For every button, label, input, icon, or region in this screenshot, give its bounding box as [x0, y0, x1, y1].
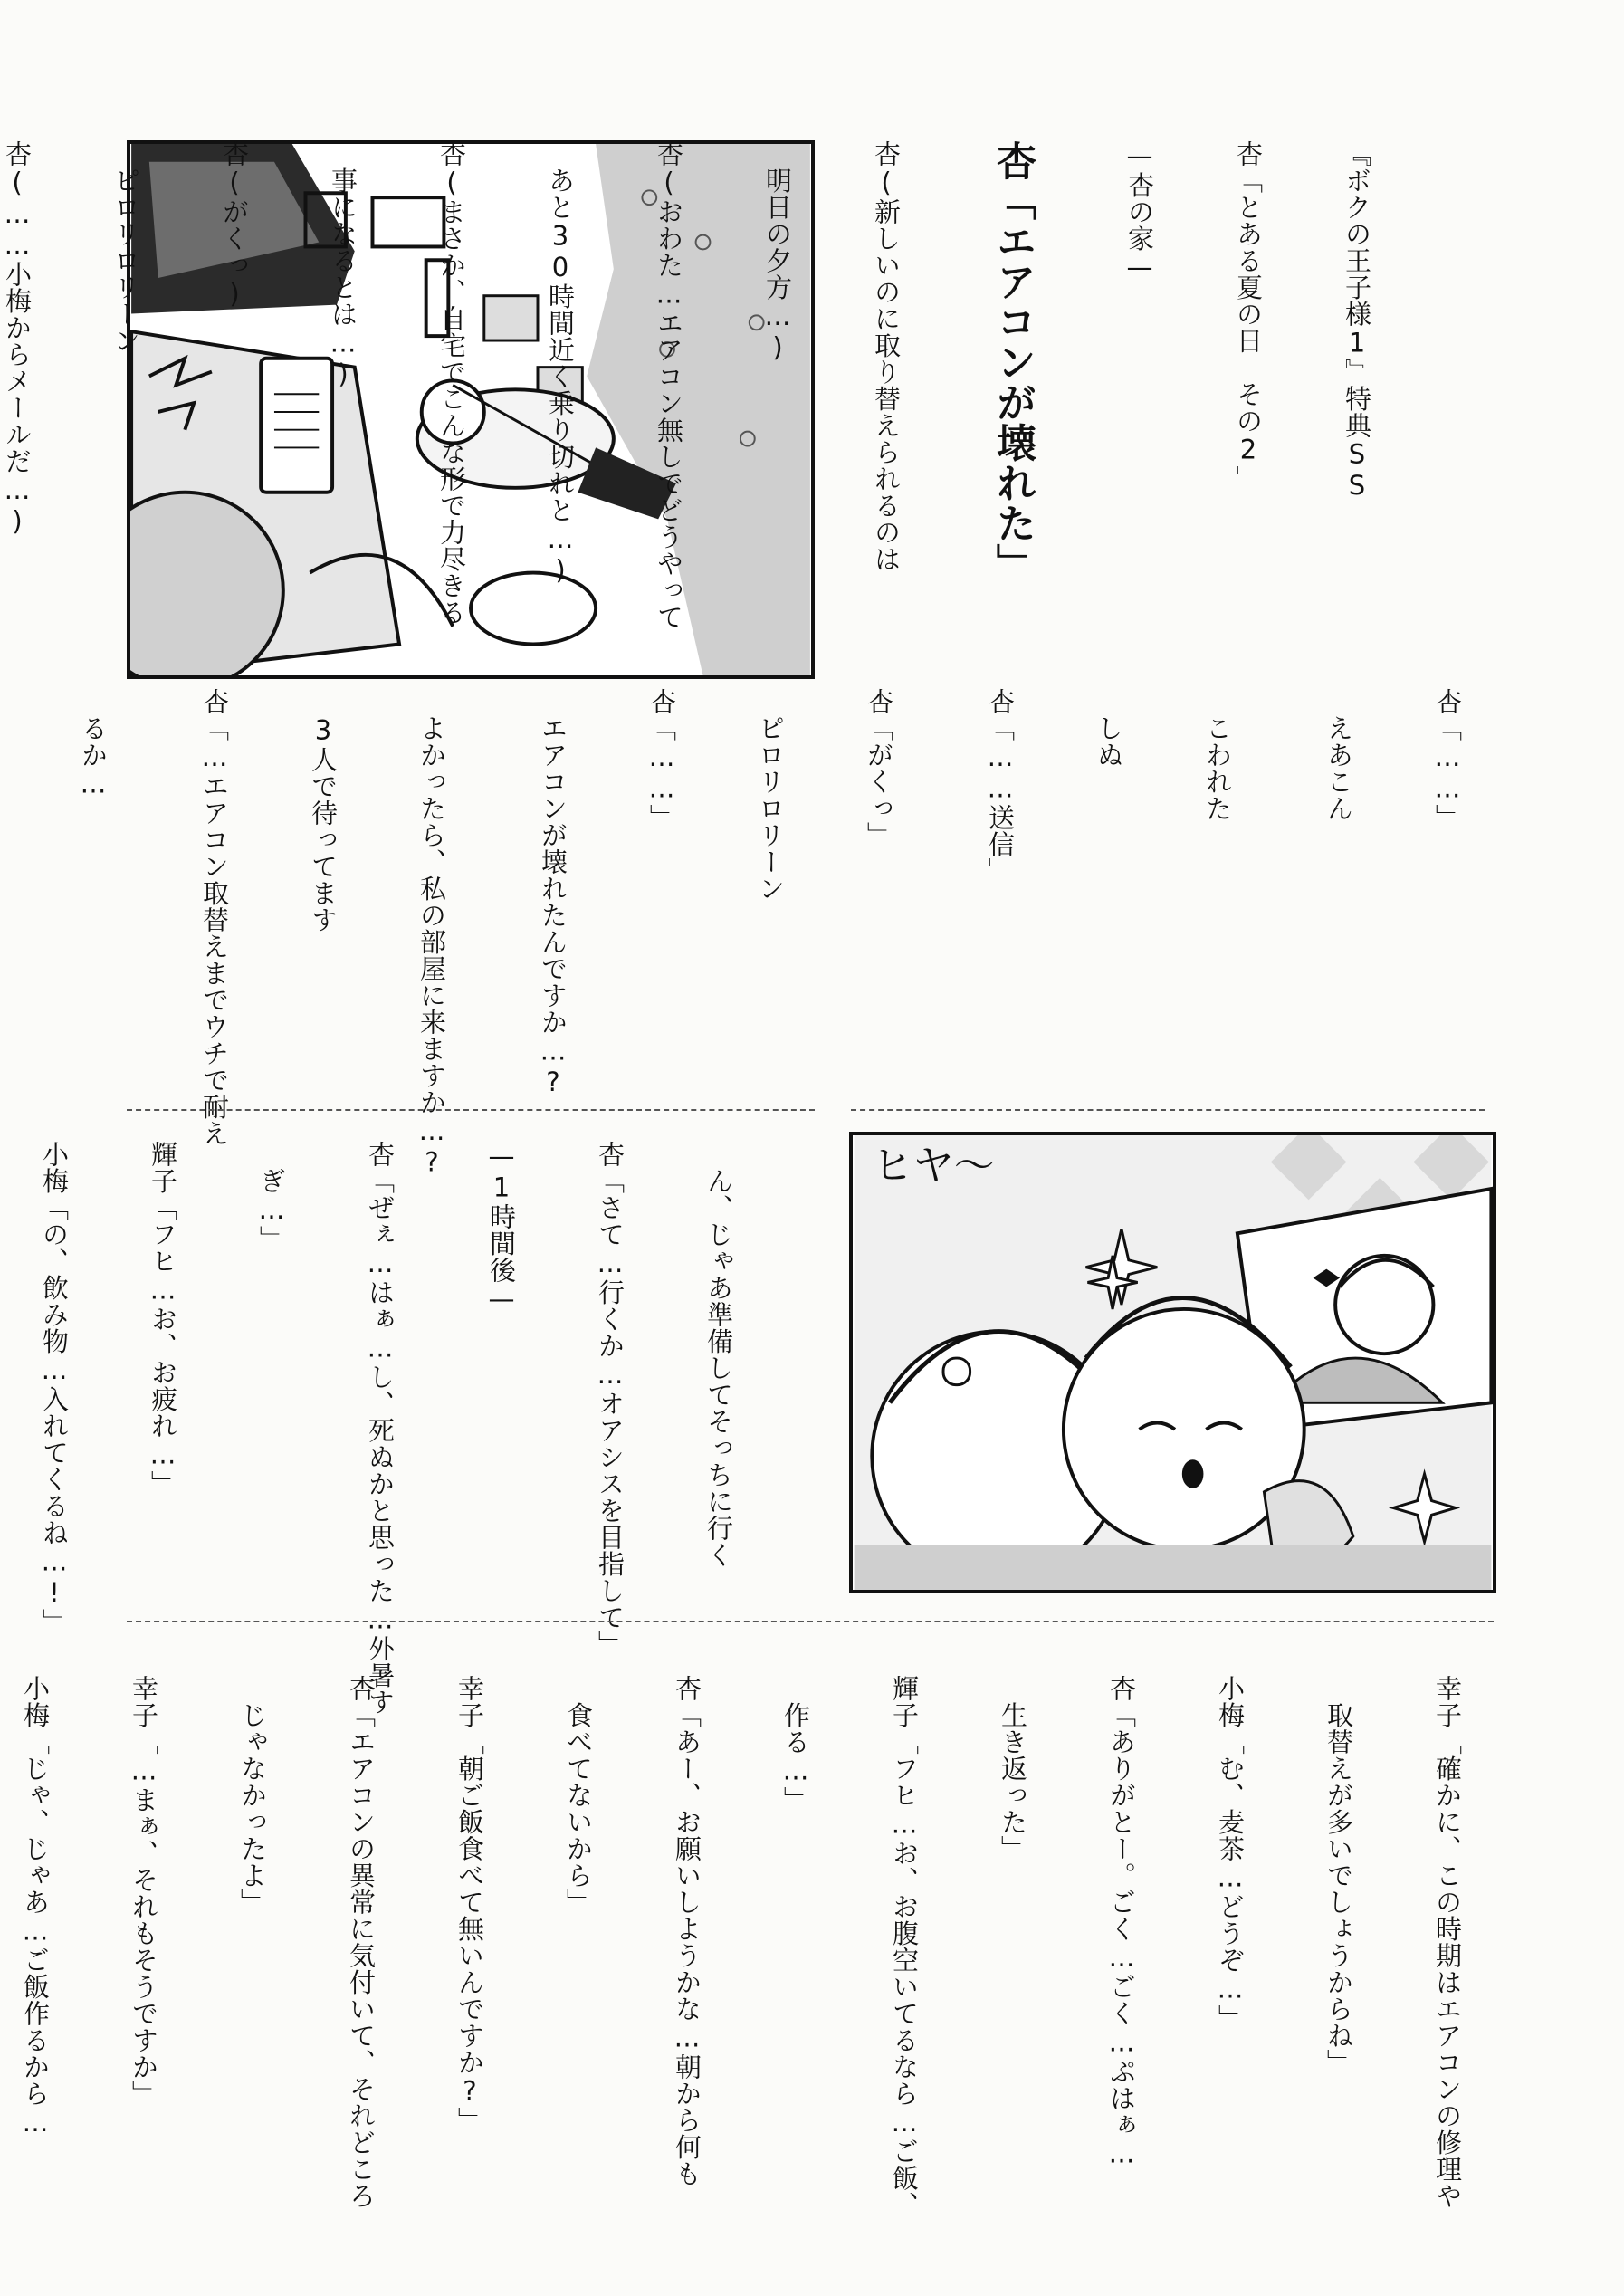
text-line: 杏(まさか、自宅でこんな形で力尽きる: [436, 140, 467, 626]
text-line: 明日の夕方…): [762, 140, 793, 363]
text-line: ピロリロリーン: [755, 688, 786, 902]
text-line: 杏(がくっ): [219, 140, 250, 310]
text-line: 輝子「フヒ…お、お疲れ…」: [148, 1141, 178, 1497]
text-block-arrival: [0, 1141, 809, 1716]
text-line: じゃなかったよ」: [237, 1675, 268, 1916]
text-line: [0, 688, 3, 1123]
text-line: 小梅「む、麦茶…どうぞ…」: [1215, 1675, 1246, 2032]
text-line: 『ボクの王子様1』特典SS: [1342, 140, 1372, 502]
text-line: えあこん: [1323, 688, 1354, 822]
text-block-lunch: [0, 1675, 1538, 2218]
text-line: るか…: [78, 688, 109, 799]
text-line: 事になるとは…): [328, 140, 358, 390]
text-line: エアコンが壊れたんですか…?: [538, 688, 568, 1098]
separator: [127, 1109, 815, 1111]
text-line: ピロリロリーン: [110, 140, 141, 354]
text-line: 幸子「朝ご飯食べて無いんですか?」: [454, 1675, 485, 2134]
text-line: 取替えが多いでしょうからね」: [1323, 1675, 1354, 2076]
text-line: よかったら、私の部屋に来ますか…?: [416, 688, 447, 1178]
text-line: 杏「あー、お願いしようかな…朝から何も: [672, 1675, 702, 2187]
text-line: 杏「さて…行くか…オアシスを目指して」: [595, 1141, 626, 1658]
text-block-intro: [0, 140, 1447, 684]
text-line: 小梅「じゃ、じゃあ…ご飯作るから…: [20, 1675, 51, 2138]
text-line: 杏「……」: [1432, 688, 1463, 831]
text-line: 3人で待ってます: [308, 688, 339, 933]
text-line: 杏(……小梅からメールだ…): [2, 140, 33, 537]
text-line: 食べてないから」: [563, 1675, 594, 1916]
text-line: 杏「……」: [646, 688, 677, 831]
separator: [127, 1621, 1494, 1622]
separator: [851, 1109, 1485, 1111]
text-line: 杏「がくっ」: [864, 688, 894, 848]
text-line: 杏「ぜぇ…はぁ…し、死ぬかと思った…外暑す: [365, 1141, 396, 1716]
text-line: —杏の家—: [1124, 140, 1155, 283]
text-line: 杏(新しいのに取り替えられるのは: [871, 140, 902, 572]
text-line: 輝子「フヒ…お、お腹空いてるなら…ご飯、: [889, 1675, 920, 2218]
text-line: 杏「エアコンの異常に気付いて、それどころ: [346, 1675, 377, 2209]
text-line: ん、じゃあ準備してそっちに行く: [703, 1141, 734, 1568]
comic-panel-cooling: [849, 1132, 1496, 1593]
text-line: ぎ…」: [256, 1141, 287, 1252]
sfx-text: ヒヤ〜: [872, 1143, 996, 1190]
scene-title: 杏「エアコンが壊れた」: [989, 140, 1036, 584]
cooling-illustration: [853, 1135, 1493, 1590]
text-line: 杏「とある夏の日 その2」: [1233, 140, 1264, 493]
text-line: しぬ: [1094, 688, 1124, 769]
text-line: 生き返った」: [998, 1675, 1028, 1862]
text-line: 作る…」: [780, 1675, 811, 1813]
text-line: 杏「……送信」: [985, 688, 1016, 885]
text-line: 幸子「確かに、この時期はエアコンの修理や: [1432, 1675, 1463, 2209]
text-line: 杏「ありがとー。ごく…ごく…ぷはぁ…: [1106, 1675, 1137, 2169]
text-line: あと30時間近く乗り切れと…): [545, 140, 576, 586]
text-line: 杏(おわた…エアコン無しでどうやって: [654, 140, 684, 630]
text-line: —1時間後—: [486, 1141, 517, 1315]
text-line: 幸子「…まぁ、それもそうですか」: [129, 1675, 159, 2107]
text-line: 小梅「の、飲み物…入れてくるね…!」: [39, 1141, 70, 1635]
text-line: こわれた: [1202, 688, 1233, 822]
text-line: 杏「…エアコン取替えまでウチで耐え: [199, 688, 230, 1147]
